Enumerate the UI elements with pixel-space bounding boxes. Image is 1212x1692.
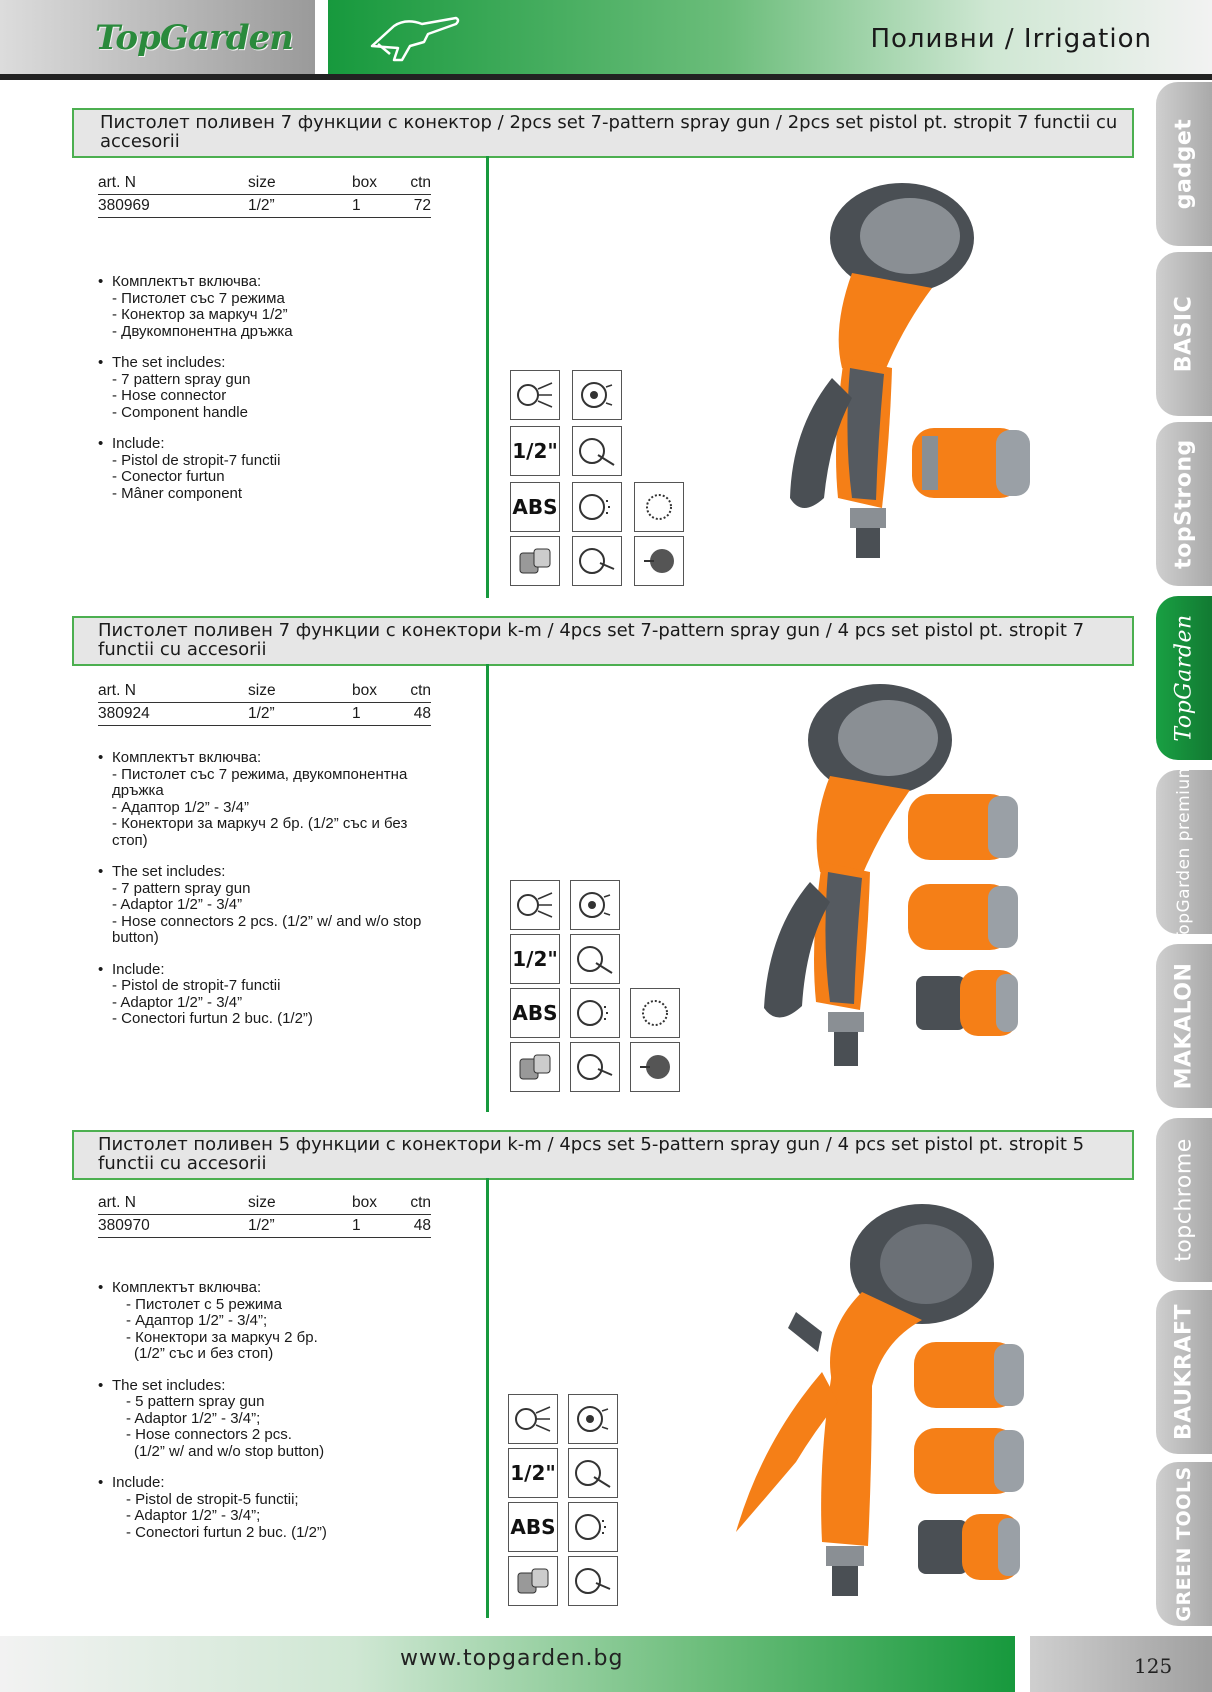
bullet-item: (1/2” w/ and w/o stop button) xyxy=(134,1442,325,1460)
flat-pattern-icon xyxy=(634,482,684,532)
side-tab-gadget[interactable] xyxy=(1156,82,1212,246)
material-badge xyxy=(510,482,560,532)
spec-header-art: art. N xyxy=(98,1194,136,1211)
bullet-item: - Conectori furtun 2 buc. (1/2”) xyxy=(112,1010,313,1027)
spec-row xyxy=(98,1215,431,1238)
bullet-item: - Adaptor 1/2” - 3/4”; xyxy=(126,1507,261,1524)
side-tab-label: GREEN TOOLS xyxy=(1173,1466,1195,1622)
product-section xyxy=(72,108,1138,596)
spec-table xyxy=(98,172,431,218)
spec-art: 380969 xyxy=(98,197,150,214)
spec-header-row xyxy=(98,172,431,195)
spec-header-ctn: ctn xyxy=(410,174,431,191)
section-divider xyxy=(486,156,489,598)
bullet-item: - Pistol de stropit-7 functii xyxy=(112,451,281,469)
product-title: Пистолет поливен 7 функции с конектори k-m / 4pcs set 7-pattern spray gun / 4 pcs set pistol pt. stropit 7 functii cu accesorii xyxy=(98,620,1085,660)
spray-head-icon xyxy=(570,880,620,930)
spec-size: 1/2” xyxy=(248,705,275,722)
side-tab-label: gadget xyxy=(1171,118,1197,210)
spec-box: 1 xyxy=(352,705,361,722)
spec-ctn: 48 xyxy=(413,1217,431,1234)
stream-pattern-icon xyxy=(572,536,622,586)
spray-gun-7-pattern-image xyxy=(772,178,1112,598)
soft-grip-icon xyxy=(508,1556,558,1606)
bullet-heading: • Комплектът включва: xyxy=(98,274,428,291)
side-tab-label: TopGarden xyxy=(1171,614,1197,742)
side-tab-baukraft[interactable] xyxy=(1156,1290,1212,1454)
side-tab-green-tools[interactable] xyxy=(1156,1462,1212,1626)
side-tab-topgarden-premium[interactable] xyxy=(1156,761,1212,943)
side-tab-label: topchrome xyxy=(1171,1138,1197,1262)
bullet-item: - Пистолет със 7 режима xyxy=(112,289,285,307)
mist-pattern-icon xyxy=(572,482,622,532)
product-title-box xyxy=(72,1130,1134,1180)
bullet-item: - Пистолет с 5 режима xyxy=(126,1295,282,1313)
soft-grip-icon xyxy=(510,1042,560,1092)
spec-header-box: box xyxy=(352,1194,377,1211)
material-label: ABS xyxy=(512,1001,558,1025)
spec-header-ctn: ctn xyxy=(410,1194,431,1211)
bullet-item: - Hose connectors 2 pcs. (1/2” w/ and w/o stop button) xyxy=(112,912,422,946)
stream-pattern-icon xyxy=(568,1556,618,1606)
section-title: Поливни / Irrigation xyxy=(870,24,1152,54)
bullet-heading: • The set includes: xyxy=(98,355,428,372)
bullet-item: - Конектори за маркуч 2 бр. (1/2” със и без стоп) xyxy=(112,815,408,849)
product-title-box xyxy=(72,616,1134,666)
connector-size-label: 1/2" xyxy=(512,947,558,971)
spec-header-row xyxy=(98,680,431,703)
bullet-item: - Hose connectors 2 pcs. xyxy=(126,1426,292,1443)
side-tab-makalon[interactable] xyxy=(1156,944,1212,1108)
spec-row xyxy=(98,703,431,726)
shower-pattern-icon xyxy=(510,370,560,420)
brand-logo-panel xyxy=(0,0,315,74)
spec-table xyxy=(98,680,431,726)
spec-header-size: size xyxy=(248,174,276,191)
bullet-item: - Mâner component xyxy=(112,484,243,502)
spec-header-ctn: ctn xyxy=(410,682,431,699)
connector-size-label: 1/2" xyxy=(510,1461,556,1485)
bullet-heading: • Комплектът включва: xyxy=(98,1280,428,1297)
spec-art: 380970 xyxy=(98,1217,150,1234)
bullet-item: - Adaptor 1/2” - 3/4” xyxy=(112,896,243,913)
spray-head-icon xyxy=(572,370,622,420)
side-tab-topgarden[interactable] xyxy=(1156,596,1212,760)
side-tab-label: BASIC xyxy=(1171,295,1197,373)
connector-size-label: 1/2" xyxy=(512,439,558,463)
website-link[interactable]: www.topgarden.bg xyxy=(400,1646,624,1671)
spec-art: 380924 xyxy=(98,705,150,722)
material-label: ABS xyxy=(510,1515,556,1539)
page-number-box xyxy=(1030,1636,1212,1692)
bullet-heading: • Комплектът включва: xyxy=(98,750,428,767)
bullet-item: - Component handle xyxy=(112,403,248,421)
spec-table xyxy=(98,1192,431,1238)
bullet-item: - 5 pattern spray gun xyxy=(126,1393,265,1410)
side-tab-label: TopGarden premium xyxy=(1174,761,1194,943)
jet-pattern-icon xyxy=(568,1448,618,1498)
spec-box: 1 xyxy=(352,1217,361,1234)
cone-pattern-icon xyxy=(634,536,684,586)
product-description xyxy=(98,274,428,517)
material-label: ABS xyxy=(512,495,558,519)
material-badge xyxy=(510,988,560,1038)
shower-pattern-icon xyxy=(508,1394,558,1444)
flat-pattern-icon xyxy=(630,988,680,1038)
product-title: Пистолет поливен 5 функции с конектори k-m / 4pcs set 5-pattern spray gun / 4 pcs set pistol pt. stropit 5 functii cu accesorii xyxy=(98,1134,1085,1174)
spec-header-box: box xyxy=(352,682,377,699)
bullet-item: - 7 pattern spray gun xyxy=(112,879,251,897)
bullet-item: (1/2” със и без стоп) xyxy=(134,1345,274,1362)
spec-header-art: art. N xyxy=(98,682,136,699)
stream-pattern-icon xyxy=(570,1042,620,1092)
header-divider xyxy=(0,74,1212,80)
bullet-item: - Двукомпонентна дръжка xyxy=(112,322,293,340)
side-tab-topstrong[interactable] xyxy=(1156,422,1212,586)
connector-size-badge xyxy=(508,1448,558,1498)
side-tab-basic[interactable] xyxy=(1156,252,1212,416)
section-divider xyxy=(486,664,489,1112)
page-header xyxy=(0,0,1212,74)
spec-header-size: size xyxy=(248,1194,276,1211)
bullet-heading: • The set includes: xyxy=(98,864,428,881)
connector-size-badge xyxy=(510,426,560,476)
shower-pattern-icon xyxy=(510,880,560,930)
mist-pattern-icon xyxy=(568,1502,618,1552)
side-tab-label: BAUKRAFT xyxy=(1171,1303,1197,1441)
side-tab-topchrome[interactable] xyxy=(1156,1118,1212,1282)
bullet-heading: • The set includes: xyxy=(98,1378,428,1395)
mist-pattern-icon xyxy=(570,988,620,1038)
spray-nozzle-icon xyxy=(364,12,464,64)
bullet-heading: • Include: xyxy=(98,1475,428,1492)
product-description xyxy=(98,1280,428,1556)
product-title: Пистолет поливен 7 функции с конектор / 2pcs set 7-pattern spray gun / 2pcs set pistol pt. stropit 7 functii cu accesorii xyxy=(100,112,1118,152)
spray-gun-5-pattern-set-image xyxy=(722,1202,1112,1612)
spec-ctn: 72 xyxy=(413,197,431,214)
material-badge xyxy=(508,1502,558,1552)
section-divider xyxy=(486,1178,489,1618)
jet-pattern-icon xyxy=(570,934,620,984)
bullet-item: - Пистолет със 7 режима, двукомпонентна дръжка xyxy=(112,765,408,799)
spec-row xyxy=(98,195,431,218)
jet-pattern-icon xyxy=(572,426,622,476)
cone-pattern-icon xyxy=(630,1042,680,1092)
side-tab-label: MAKALON xyxy=(1171,962,1197,1090)
bullet-item: - 7 pattern spray gun xyxy=(112,370,251,388)
product-title-box xyxy=(72,108,1134,158)
connector-size-badge xyxy=(510,934,560,984)
spec-ctn: 48 xyxy=(413,705,431,722)
page-number: 125 xyxy=(1134,1654,1173,1678)
bullet-item: - Конектори за маркуч 2 бр. xyxy=(126,1328,318,1346)
bullet-item: - Pistol de stropit-7 functii xyxy=(112,977,281,994)
header-banner xyxy=(328,0,1212,74)
bullet-item: - Конектор за маркуч 1/2” xyxy=(112,306,288,323)
bullet-item: - Hose connector xyxy=(112,387,227,404)
spec-size: 1/2” xyxy=(248,1217,275,1234)
bullet-item: - Pistol de stropit-5 functii; xyxy=(126,1490,299,1508)
bullet-heading: • Include: xyxy=(98,962,428,979)
bullet-item: - Adaptor 1/2” - 3/4” xyxy=(112,993,243,1011)
spec-header-art: art. N xyxy=(98,174,136,191)
spec-header-size: size xyxy=(248,682,276,699)
bullet-heading: • Include: xyxy=(98,436,428,453)
bullet-item: - Conectori furtun 2 buc. (1/2”) xyxy=(126,1523,327,1541)
product-section xyxy=(72,1130,1138,1618)
spec-box: 1 xyxy=(352,197,361,214)
bullet-item: - Адаптор 1/2” - 3/4” xyxy=(112,798,249,816)
product-description xyxy=(98,750,428,1043)
soft-grip-icon xyxy=(510,536,560,586)
spray-gun-7-pattern-set-image xyxy=(740,676,1120,1106)
brand-logo: TopGarden xyxy=(95,18,293,58)
spray-head-icon xyxy=(568,1394,618,1444)
bullet-item: - Conector furtun xyxy=(112,468,225,485)
spec-header-row xyxy=(98,1192,431,1215)
side-tab-label: topStrong xyxy=(1171,439,1197,569)
bullet-item: - Адаптор 1/2” - 3/4”; xyxy=(126,1312,268,1329)
spec-size: 1/2” xyxy=(248,197,275,214)
bullet-item: - Adaptor 1/2” - 3/4”; xyxy=(126,1409,261,1427)
spec-header-box: box xyxy=(352,174,377,191)
product-section xyxy=(72,616,1138,1112)
